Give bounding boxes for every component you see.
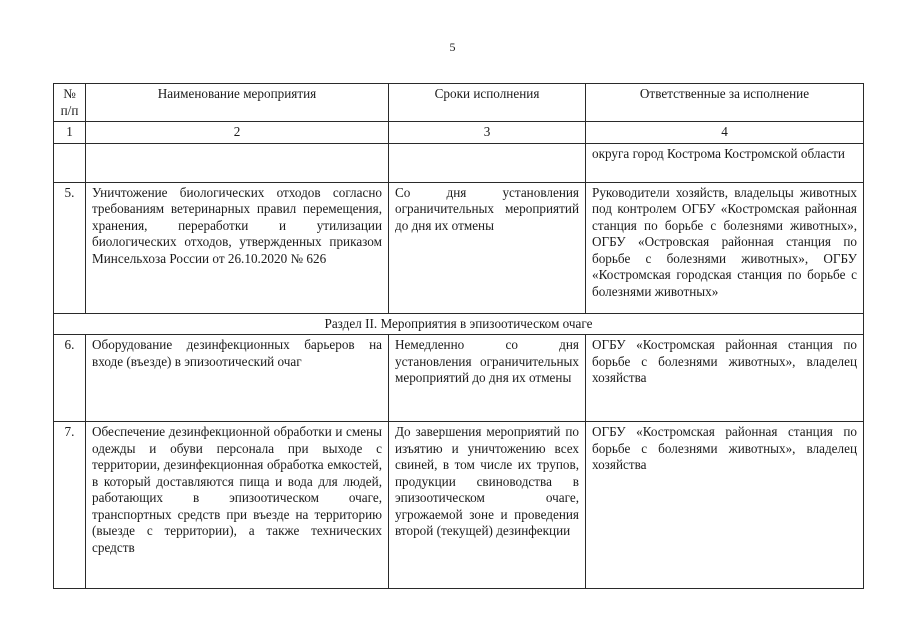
row-number: 5. <box>54 182 86 313</box>
measure-responsible: ОГБУ «Костромская районная станция по борьбе с болезнями животных», владелец хозяйства <box>586 335 864 422</box>
column-number: 3 <box>389 122 586 144</box>
table-row <box>54 335 864 422</box>
header-deadline: Сроки исполнения <box>389 84 586 122</box>
continuation-row <box>54 143 864 182</box>
section-row <box>54 313 864 335</box>
measure-responsible: Руководители хозяйств, владельцы животных под контролем ОГБУ «Костромская районная станция по борьбе с болезнями животных», ОГБУ «Островская районная станция по борьбе с болезнями животных», ОГБУ «Костромская городская станция по борьбе с болезнями животных» <box>586 182 864 313</box>
measure-deadline: До завершения мероприятий по изъятию и уничтожению всех свиней, в том числе их трупов, продукции свиноводства в эпизоотическом очаге, угрожаемой зоне и проведения второй (текущей) дезинфекции <box>389 422 586 589</box>
measures-table <box>53 83 864 589</box>
table-row <box>54 422 864 589</box>
measure-responsible: ОГБУ «Костромская районная станция по борьбе с болезнями животных», владелец хозяйства <box>586 422 864 589</box>
row-number: 7. <box>54 422 86 589</box>
header-responsible: Ответственные за исполнение <box>586 84 864 122</box>
measure-name: Уничтожение биологических отходов согласно требованиям ветеринарных правил перемещения, хранения, переработки и утилизации биологических отходов, утвержденных приказом Минсельхоза России от 26.10.2020 № 626 <box>86 182 389 313</box>
column-number: 1 <box>54 122 86 144</box>
row-number: 6. <box>54 335 86 422</box>
header-measure-name: Наименование мероприятия <box>86 84 389 122</box>
measure-deadline: Немедленно со дня установления ограничительных мероприятий до дня их отмены <box>389 335 586 422</box>
measure-name: Оборудование дезинфекционных барьеров на входе (въезде) в эпизоотический очаг <box>86 335 389 422</box>
measure-deadline: Со дня установления ограничительных мероприятий до дня их отмены <box>389 182 586 313</box>
header-number: № п/п <box>54 84 86 122</box>
table-row <box>54 182 864 313</box>
measure-name: Обеспечение дезинфекционной обработки и смены одежды и обуви персонала при выходе с территории, дезинфекционная обработка емкостей, в который доставляются пища и вода для людей, работающих в эпизоотическом очаге, транспортных средств при въезде на территорию (выезде с территории), а также технических средств <box>86 422 389 589</box>
section-title: Раздел II. Мероприятия в эпизоотическом очаге <box>54 313 864 335</box>
page-number: 5 <box>449 40 456 54</box>
column-numbers-row <box>54 122 864 144</box>
column-number: 4 <box>586 122 864 144</box>
continuation-responsible: округа город Кострома Костромской области <box>586 143 864 182</box>
table-header-row <box>54 84 864 122</box>
column-number: 2 <box>86 122 389 144</box>
